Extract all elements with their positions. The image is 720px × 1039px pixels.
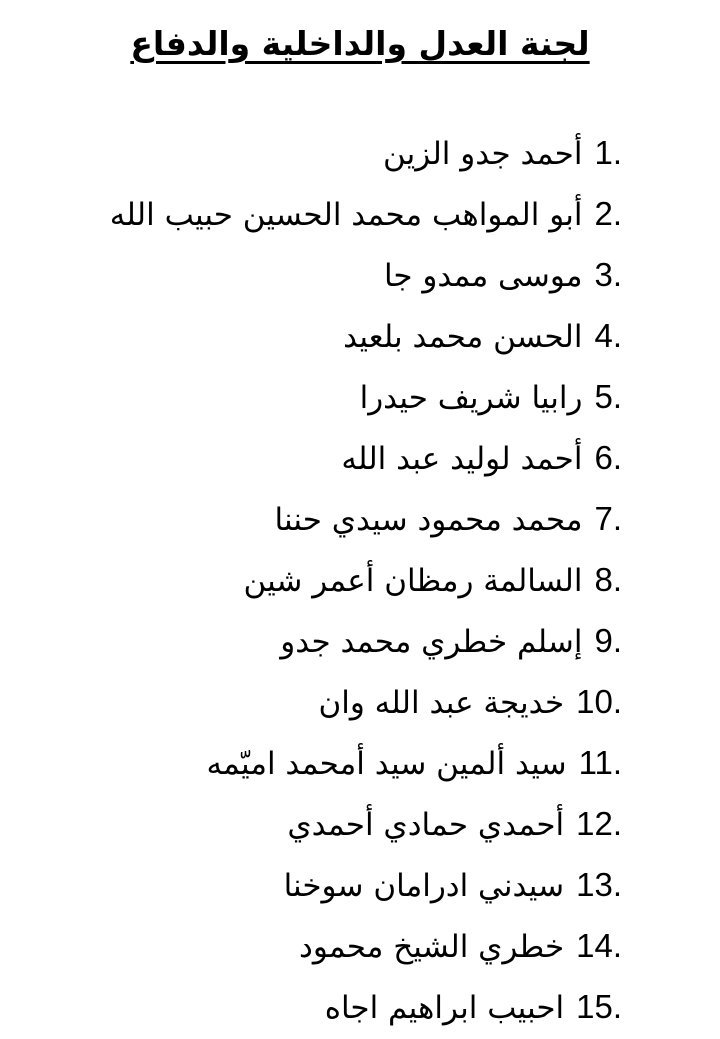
item-number: 2.: [594, 195, 622, 232]
item-number: 3.: [594, 256, 622, 293]
item-number: 12.: [576, 805, 622, 842]
member-name: أحمد جدو الزين: [382, 136, 583, 172]
member-name: احبيب ابراهيم اجاه: [324, 990, 565, 1026]
list-item: [110, 793, 622, 854]
member-name: الحسن محمد بلعيد: [343, 319, 583, 355]
item-number: 7.: [594, 500, 622, 537]
list-item: [110, 488, 622, 549]
member-name: سيدني ادرامان سوخنا: [283, 868, 565, 904]
member-name: أحمد لوليد عبد الله: [341, 441, 583, 477]
member-name: أبو المواهب محمد الحسين حبيب الله: [109, 197, 583, 233]
member-name: خديجة عبد الله وان: [318, 685, 565, 721]
item-number: 11.: [578, 744, 622, 781]
member-name: السالمة رمظان أعمر شين: [243, 563, 583, 599]
list-item: [110, 610, 622, 671]
item-number: 1.: [594, 134, 622, 171]
item-number: 14.: [576, 927, 622, 964]
member-name: موسى ممدو جا: [383, 258, 583, 294]
member-name: محمد محمود سيدي حننا: [274, 502, 583, 538]
item-number: 5.: [594, 378, 622, 415]
item-number: 13.: [576, 866, 622, 903]
item-number: 9.: [594, 622, 622, 659]
list-item: [110, 122, 622, 183]
list-item: [110, 671, 622, 732]
list-item: [110, 305, 622, 366]
members-list: [110, 122, 622, 1037]
list-item: [110, 915, 622, 976]
list-item: [110, 732, 622, 793]
item-number: 6.: [594, 439, 622, 476]
document-title: لجنة العدل والداخلية والدفاع: [130, 24, 590, 63]
list-item: [110, 976, 622, 1037]
item-number: 8.: [594, 561, 622, 598]
item-number: 15.: [576, 988, 622, 1025]
list-item: [110, 183, 622, 244]
member-name: سيد ألمين سيد أمحمد اميّمه: [206, 746, 567, 782]
list-item: [110, 427, 622, 488]
item-number: 10.: [576, 683, 622, 720]
list-item: [110, 854, 622, 915]
member-name: رابيا شريف حيدرا: [359, 380, 583, 416]
list-item: [110, 244, 622, 305]
item-number: 4.: [594, 317, 622, 354]
member-name: أحمدي حمادي أحمدي: [287, 807, 565, 843]
list-item: [110, 366, 622, 427]
list-item: [110, 549, 622, 610]
member-name: خطري الشيخ محمود: [299, 929, 565, 965]
member-name: إسلم خطري محمد جدو: [280, 624, 583, 660]
